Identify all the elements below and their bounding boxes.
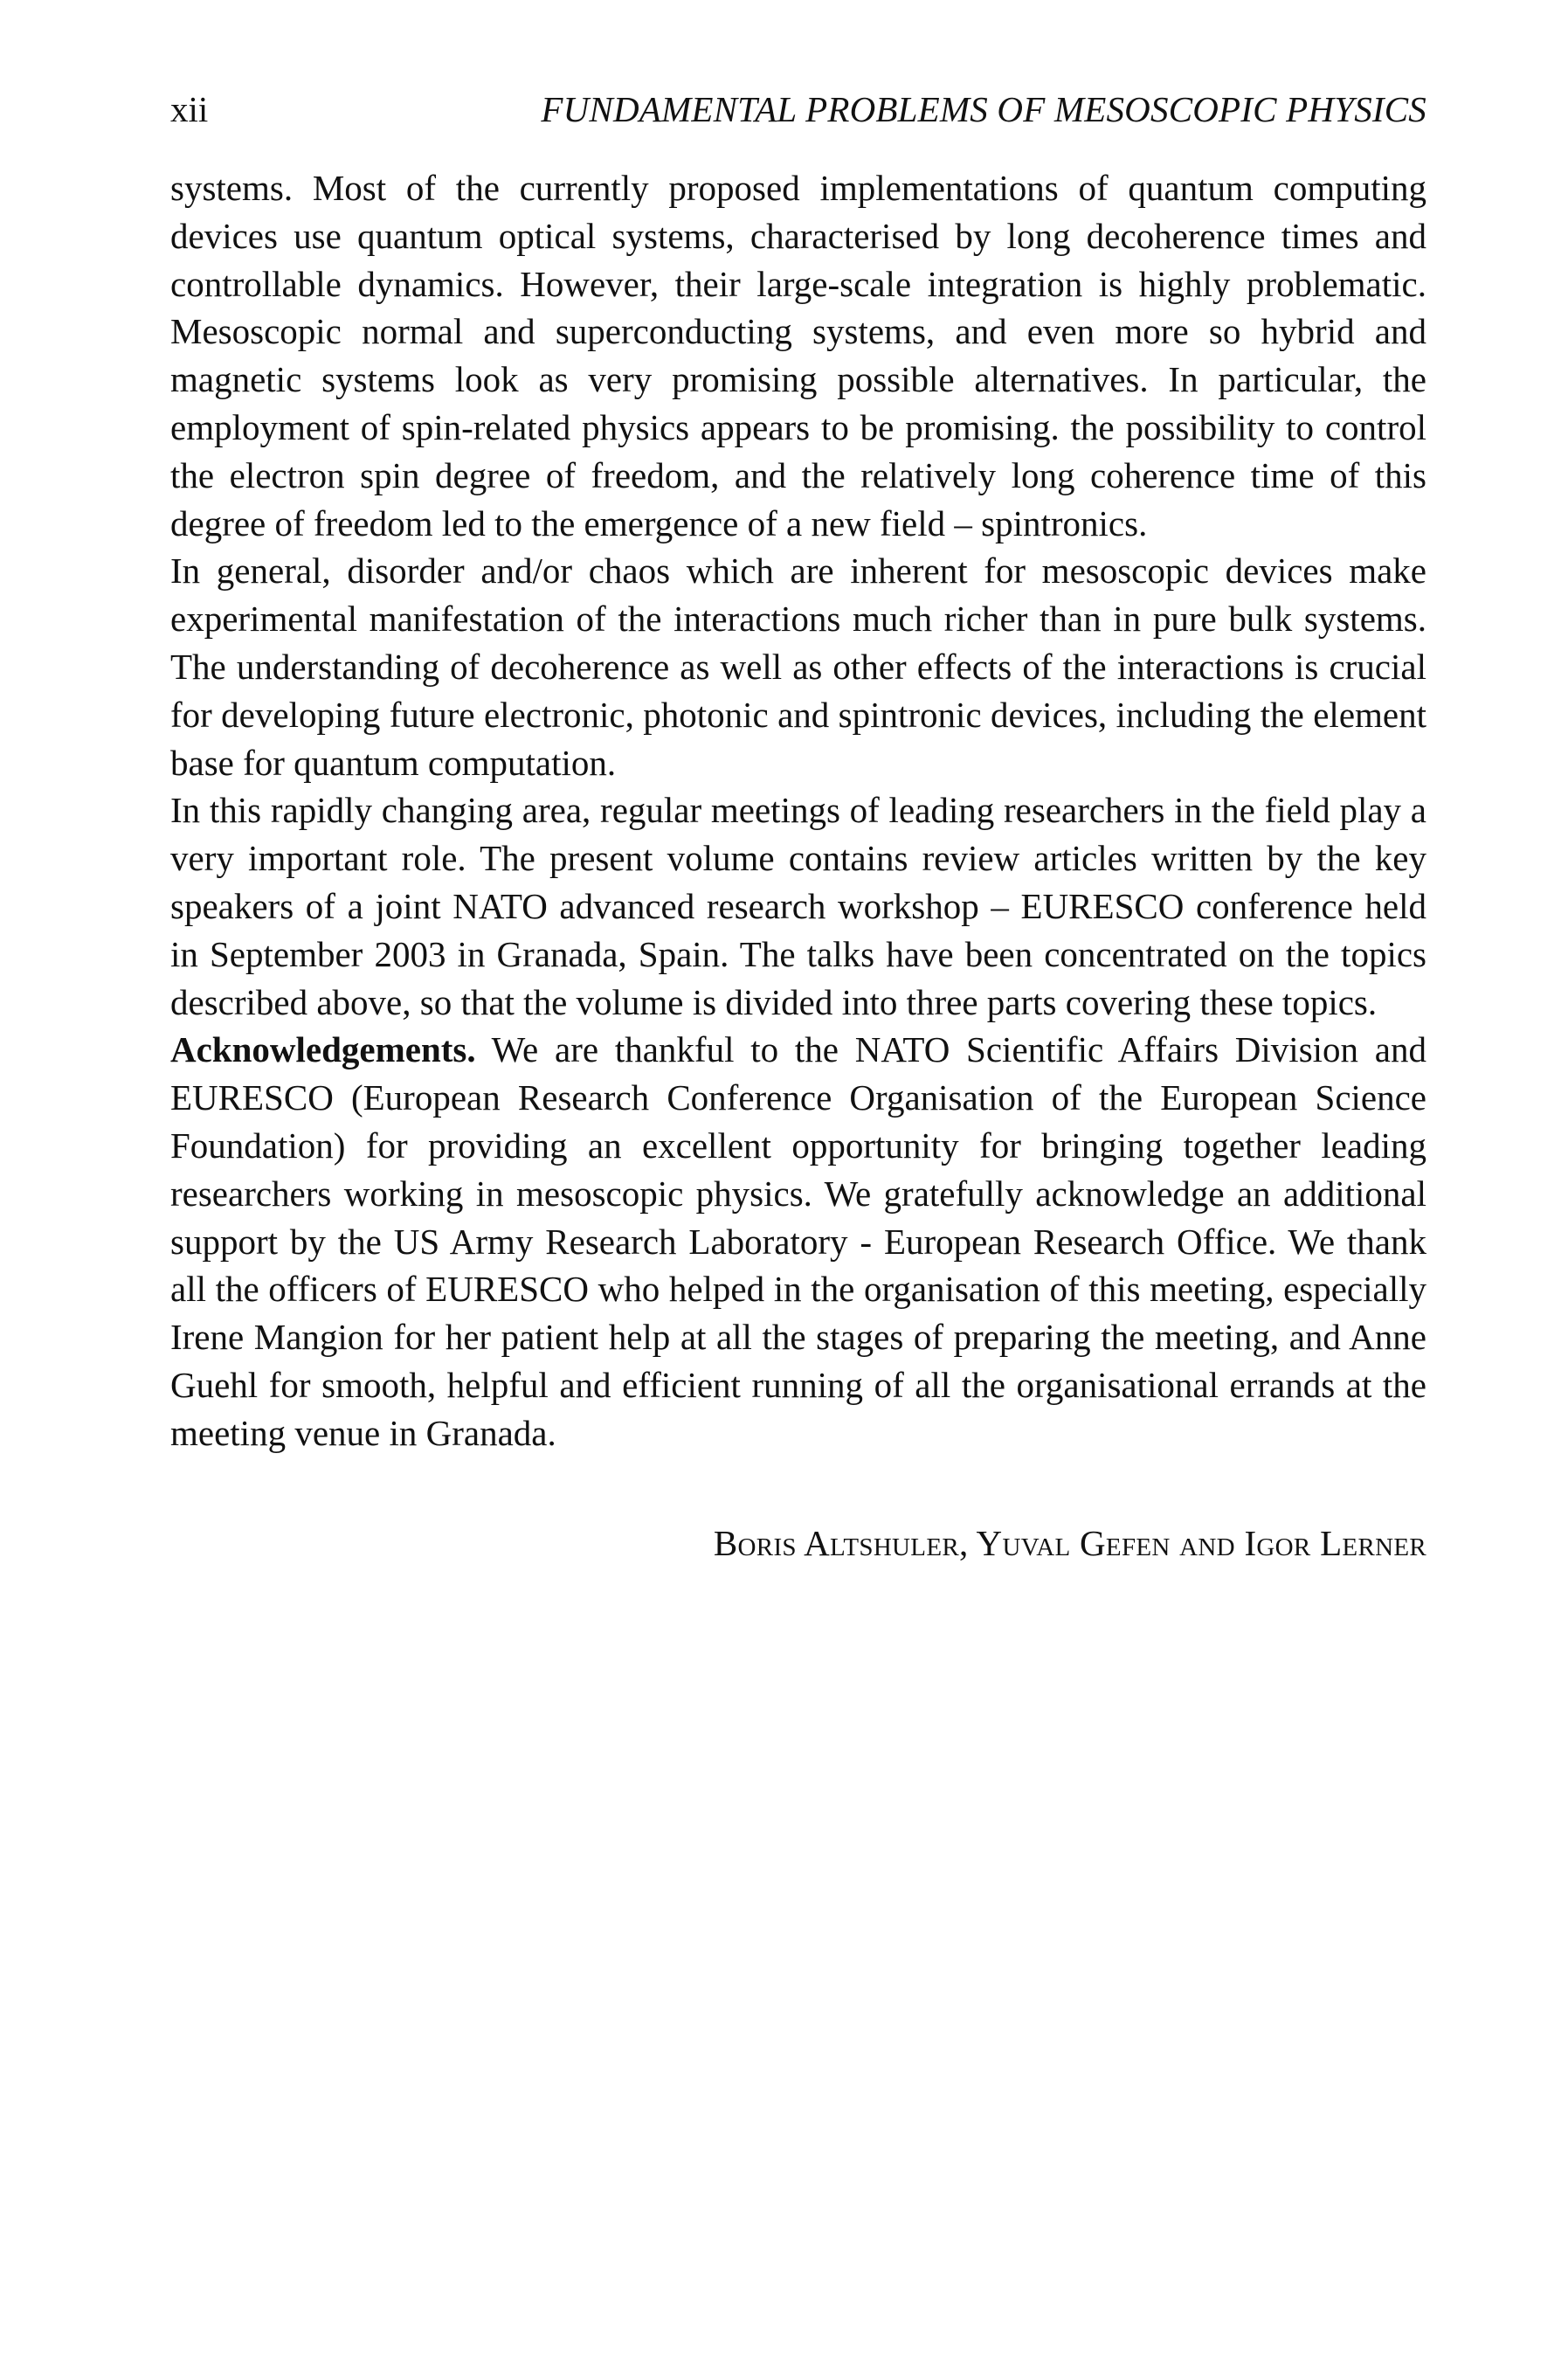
running-title: FUNDAMENTAL PROBLEMS OF MESOSCOPIC PHYSICS bbox=[541, 89, 1426, 129]
page-number: xii bbox=[170, 89, 209, 129]
paragraph-acknowledgements bbox=[170, 1026, 1426, 1457]
paragraph-disorder: In general, disorder and/or chaos which are inherent for mesoscopic devices make experimental manifestation of the interactions much richer than in pure bulk systems. The understanding of decoherence as well as other effects of the interactions is crucial for developing future electronic, photonic and spintronic devices, including the element base for quantum computation. bbox=[170, 550, 1426, 783]
book-page bbox=[170, 87, 1426, 1564]
acknowledgements-text: We are thankful to the NATO Scientific Affairs Division and EURESCO (European Research Conference Organisation of the European Science Foundation) for providing an excellent opportunity for bringing together leading researchers working in mesoscopic physics. We gratefully acknowledge an additional support by the US Army Research Laboratory - European Research Office. We thank all the officers of EURESCO who helped in the organisation of this meeting, especially Irene Mangion for her patient help at all the stages of preparing the meeting, and Anne Guehl for smooth, helpful and efficient running of all the organisational errands at the meeting venue in Granada. bbox=[170, 1029, 1426, 1453]
paragraph-continued: systems. Most of the currently proposed implementations of quantum computing devices use quantum optical systems, characterised by long decoherence times and controllable dynamics. However, their large-scale integration is highly problematic. Mesoscopic normal and superconducting systems, and even more so hybrid and magnetic systems look as very promising possible alternatives. In particular, the employment of spin-related physics appears to be promising. the possibility to control the electron spin degree of freedom, and the relatively long coherence time of this degree of freedom led to the emergence of a new field – spintronics. bbox=[170, 168, 1426, 543]
editors-signature bbox=[170, 1522, 1426, 1564]
body-text bbox=[170, 164, 1426, 1457]
paragraph-meetings: In this rapidly changing area, regular meetings of leading researchers in the field play a very important role. The present volume contains review articles written by the key speakers of a joint NATO advanced research workshop – EURESCO conference held in September 2003 in Granada, Spain. The talks have been concentrated on the topics described above, so that the volume is divided into three parts covering these topics. bbox=[170, 790, 1426, 1022]
page-header bbox=[170, 87, 1426, 164]
signature-names: Boris Altshuler, Yuval Gefen and Igor Lerner bbox=[713, 1522, 1426, 1563]
acknowledgements-heading: Acknowledgements. bbox=[170, 1029, 476, 1070]
